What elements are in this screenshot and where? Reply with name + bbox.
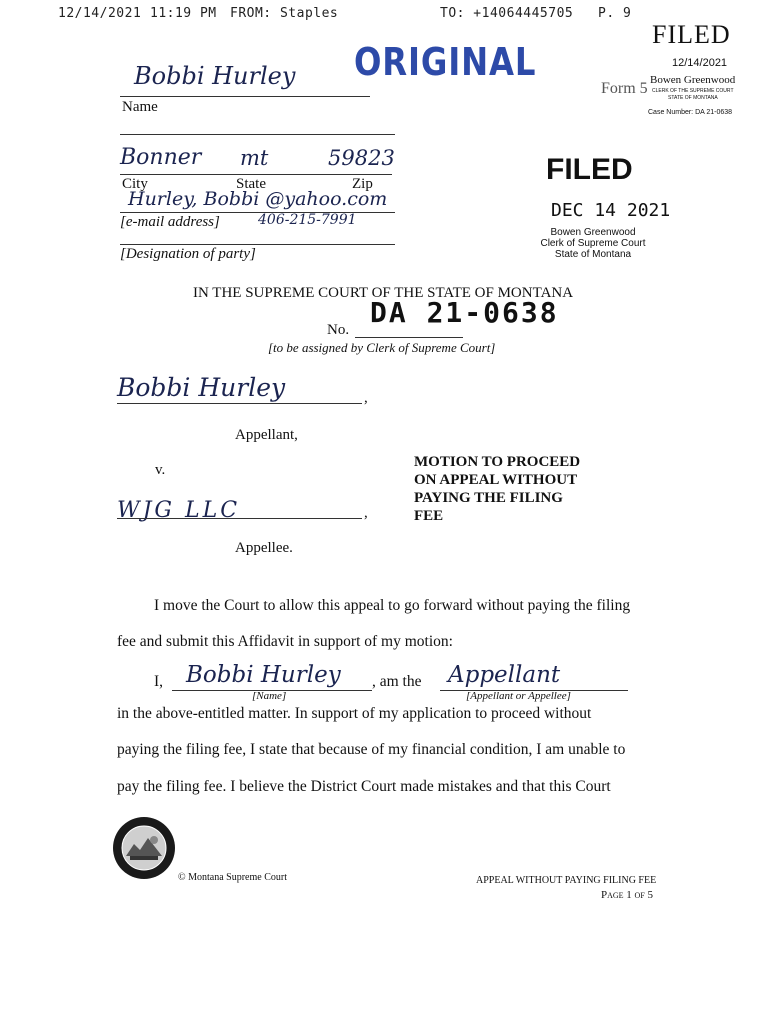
name-label: Name <box>122 99 158 115</box>
zip-label: Zip <box>352 176 373 192</box>
efile-clerk: Bowen Greenwood <box>650 74 736 86</box>
handwritten-zip: 59823 <box>328 146 395 170</box>
court-title: IN THE SUPREME COURT OF THE STATE OF MONTANA <box>193 285 574 301</box>
original-stamp: ORIGINAL <box>354 40 537 84</box>
body-line-5: pay the filing fee. I believe the District Court made mistakes and that this Court <box>117 778 611 795</box>
fax-date: 12/14/2021 <box>58 6 142 21</box>
motion-title-line-1: MOTION TO PROCEED <box>414 454 581 470</box>
appellee-comma: , <box>364 505 368 521</box>
body-line-1: I move the Court to allow this appeal to go forward without paying the filing <box>154 597 631 614</box>
motion-title-line-3: PAYING THE FILING <box>414 490 563 506</box>
fax-time: 11:19 PM <box>150 6 217 21</box>
body-line-3: in the above-entitled matter. In support of my application to proceed without <box>117 705 592 722</box>
fax-from: FROM: Staples <box>230 6 339 21</box>
fax-to: TO: +14064445705 <box>440 6 574 21</box>
efile-office-1: CLERK OF THE SUPREME COURT <box>652 88 734 94</box>
efile-filed-label: FILED <box>652 20 731 49</box>
i-label: I, <box>154 673 164 690</box>
am-the-label: , am the <box>372 673 422 690</box>
appellee-label: Appellee. <box>235 540 293 556</box>
email-line <box>120 212 395 213</box>
no-label: No. <box>327 322 350 338</box>
city-line <box>120 174 392 175</box>
montana-supreme-court-seal <box>112 816 176 880</box>
body-line-4: paying the filing fee, I state that because of my financial condition, I am unable to <box>117 741 626 758</box>
appellant-comma: , <box>364 390 368 406</box>
handwritten-phone: 406-215-7991 <box>258 212 357 228</box>
email-label: [e-mail address] <box>120 214 220 230</box>
efile-office-2: STATE OF MONTANA <box>668 95 718 101</box>
appellant-label: Appellant, <box>235 427 298 443</box>
efile-case-number: Case Number: DA 21-0638 <box>648 109 733 116</box>
footer-copyright: © Montana Supreme Court <box>178 872 287 883</box>
name-line <box>120 96 370 97</box>
handwritten-name: Bobbi Hurley <box>134 62 296 90</box>
state-label: State <box>236 176 266 192</box>
body-line-2: fee and submit this Affidavit in support of my motion: <box>117 633 453 650</box>
handwritten-email: Hurley, Bobbi @yahoo.com <box>128 188 388 210</box>
filed-stamp-office: Clerk of Supreme Court <box>540 238 646 249</box>
role-hint: [Appellant or Appellee] <box>466 690 571 702</box>
form-label: Form 5 <box>601 80 648 97</box>
footer-form-title: APPEAL WITHOUT PAYING FILING FEE <box>476 875 657 886</box>
filed-stamp-date: DEC 14 2021 <box>551 200 671 221</box>
versus-label: v. <box>155 462 166 478</box>
fax-page: P. 9 <box>598 6 632 21</box>
handwritten-name-fill: Bobbi Hurley <box>186 662 341 688</box>
efile-date: 12/14/2021 <box>672 57 728 69</box>
handwritten-appellee: WJG LLC <box>117 498 241 523</box>
handwritten-appellant: Bobbi Hurley <box>117 373 286 402</box>
appellant-line <box>117 403 362 404</box>
no-line <box>355 337 463 338</box>
handwritten-role-fill: Appellant <box>448 662 561 688</box>
designation-line <box>120 244 395 245</box>
handwritten-city: Bonner <box>120 145 202 170</box>
assigned-note: [to be assigned by Clerk of Supreme Court] <box>268 340 496 355</box>
motion-title <box>414 453 580 525</box>
appellee-line <box>117 518 362 519</box>
designation-label: [Designation of party] <box>120 246 256 262</box>
filed-stamp-clerk: Bowen Greenwood <box>550 227 636 238</box>
filed-stamp-state: State of Montana <box>554 249 632 260</box>
footer-page-number: Page 1 of 5 <box>601 889 654 901</box>
handwritten-state: mt <box>240 146 269 170</box>
stamped-case-number: DA 21-0638 <box>370 296 559 329</box>
name-hint: [Name] <box>252 690 287 702</box>
motion-title-line-4: FEE <box>414 508 444 524</box>
filed-stamp-title: FILED <box>546 153 633 186</box>
city-label: City <box>122 176 148 192</box>
motion-title-line-2: ON APPEAL WITHOUT <box>414 472 578 488</box>
address-line <box>120 134 395 135</box>
